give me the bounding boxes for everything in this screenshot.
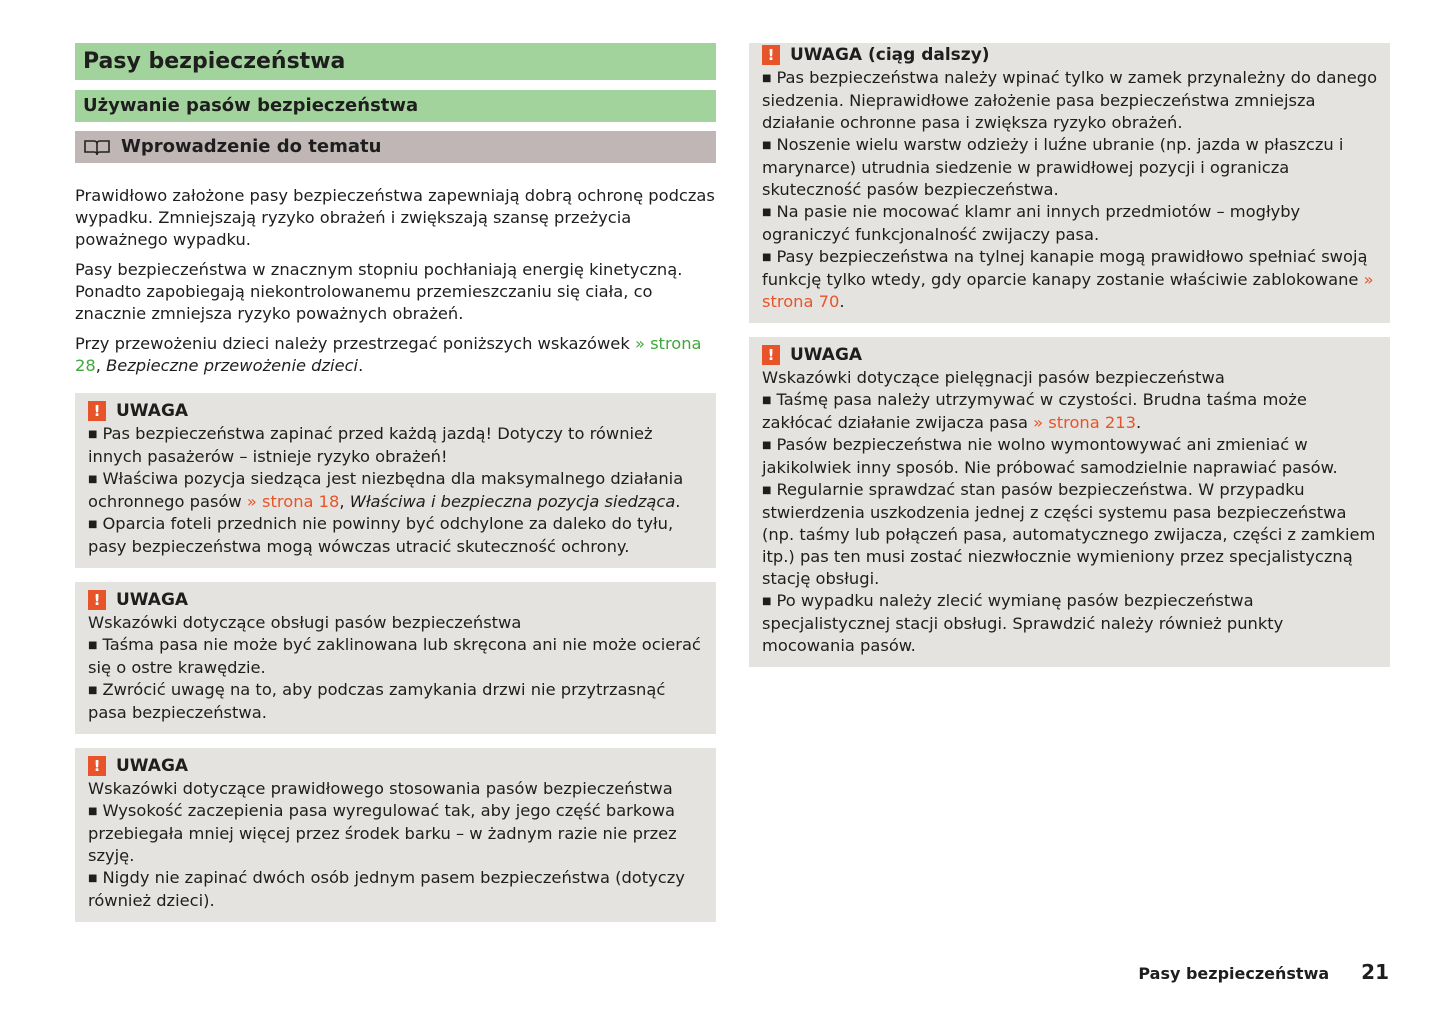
text: . [675, 492, 681, 511]
warning-intro: Wskazówki dotyczące prawidłowego stosowania pasów bezpieczeństwa [88, 779, 673, 798]
intro-paragraph: Prawidłowo założone pasy bezpieczeństwa zapewniają dobrą ochronę podczas wypadku. Zmniejszają ryzyko obrażeń i zwiększają szansę przeżycia poważnego wypadku. [75, 186, 715, 249]
warning-box [749, 337, 1390, 667]
reference-title: Bezpieczne przewożenie dzieci [106, 356, 359, 375]
bullet: ■ Wysokość zaczepienia pasa wyregulować tak, aby jego część barkowa przebiegała mniej więcej przez środek barku – w żadnym razie nie przez szyję. [88, 800, 704, 867]
text: Przy przewożeniu dzieci należy przestrzegać poniższych wskazówek [75, 334, 635, 353]
reference-title: Właściwa i bezpieczna pozycja siedząca [349, 492, 676, 511]
bullet [762, 389, 1378, 434]
page-link[interactable]: » strona 18 [246, 492, 340, 511]
warning-title: UWAGA [116, 756, 189, 776]
bullet: ■ Pas bezpieczeństwa zapinać przed każdą jazdą! Dotyczy to również innych pasażerów – istnieje ryzyko obrażeń! [88, 423, 704, 468]
text: . [1135, 413, 1142, 432]
text: Taśmę pasa należy utrzymywać w czystości. Brudna taśma może zakłócać działanie zwijacza pasa [762, 390, 1307, 432]
bullet: ■ Zwrócić uwagę na to, aby podczas zamykania drzwi nie przytrzasnąć pasa bezpieczeństwa. [88, 679, 704, 724]
footer-section: Pasy bezpieczeństwa [1138, 964, 1330, 983]
bullet: ■ Taśma pasa nie może być zaklinowana lub skręcona ani nie może ocierać się o ostre krawędzie. [88, 634, 704, 679]
text: . [358, 356, 364, 375]
warning-box [75, 748, 716, 922]
bullet: ■ Pasów bezpieczeństwa nie wolno wymontowywać ani zmieniać w jakikolwiek inny sposób. Nie próbować samodzielnie naprawiać pasów. [762, 434, 1378, 479]
warning-box [75, 582, 716, 734]
text: , [339, 492, 350, 511]
intro-paragraph [75, 333, 716, 377]
warning-title: UWAGA [116, 401, 189, 421]
page-number: 21 [1361, 960, 1389, 984]
text: . [839, 292, 845, 311]
warning-box [749, 43, 1390, 323]
right-column [749, 43, 1390, 667]
warning-icon: ! [88, 590, 106, 610]
bullet [88, 468, 704, 513]
warning-intro: Wskazówki dotyczące obsługi pasów bezpieczeństwa [88, 613, 522, 632]
bullet: ■ Nigdy nie zapinać dwóch osób jednym pasem bezpieczeństwa (dotyczy również dzieci). [88, 867, 704, 912]
topic-header [75, 131, 716, 163]
page-link[interactable]: » strona 70 [762, 270, 1374, 311]
left-column [75, 43, 716, 922]
bullet [762, 246, 1378, 313]
bullet: ■ Noszenie wielu warstw odzieży i luźne ubranie (np. jazda w płaszczu i marynarce) utrudnia siedzenie w prawidłowej pozycji i ogranicza skuteczność pasów bezpieczeństwa. [762, 134, 1378, 201]
book-icon [83, 138, 111, 156]
warning-box [75, 393, 716, 568]
warning-intro: Wskazówki dotyczące pielęgnacji pasów bezpieczeństwa [762, 368, 1225, 387]
bullet: ■ Oparcia foteli przednich nie powinny być odchylone za daleko do tyłu, pasy bezpieczeństwa mogą wówczas utracić skuteczność ochrony. [88, 513, 704, 558]
text: Pasy bezpieczeństwa na tylnej kanapie mogą prawidłowo spełniać swoją funkcję tylko wtedy, gdy oparcie kanapy zostanie właściwie zablokowane [762, 247, 1368, 289]
page-link[interactable]: » strona 28 [75, 334, 702, 375]
warning-icon: ! [88, 756, 106, 776]
page-footer [1138, 960, 1389, 984]
topic-title: Wprowadzenie do tematu [121, 136, 382, 157]
bullet: ■ Pas bezpieczeństwa należy wpinać tylko w zamek przynależny do danego siedzenia. Nieprawidłowe założenie pasa bezpieczeństwa zmniejsza działanie ochronne pasa i zwiększa ryzyko obrażeń. [762, 67, 1378, 134]
bullet: ■ Regularnie sprawdzać stan pasów bezpieczeństwa. W przypadku stwierdzenia uszkodzenia jednej z części systemu pasa bezpieczeństwa (np. taśmy lub połączeń pasa, automatycznego zwijacza, części z zamkiem itp.) pas ten musi zostać niezwłocznie wymieniony przez specjalistyczną stację obsługi. [762, 479, 1378, 590]
section-title: Używanie pasów bezpieczeństwa [75, 90, 716, 122]
chapter-title: Pasy bezpieczeństwa [75, 43, 716, 80]
warning-title: UWAGA (ciąg dalszy) [790, 45, 990, 65]
page-link[interactable]: » strona 213 [1033, 413, 1136, 432]
bullet: ■ Na pasie nie mocować klamr ani innych przedmiotów – mogłyby ograniczyć funkcjonalność zwijaczy pasa. [762, 201, 1378, 246]
bullet: ■ Po wypadku należy zlecić wymianę pasów bezpieczeństwa specjalistycznej stacji obsługi. Sprawdzić należy również punkty mocowania pasów. [762, 590, 1378, 657]
text: , [95, 356, 107, 375]
intro-paragraph: Pasy bezpieczeństwa w znacznym stopniu pochłaniają energię kinetyczną. Ponadto zapobiegają niekontrolowanemu przemieszczaniu się ciała, co znacznie zmniejsza ryzyko poważnych obrażeń. [75, 260, 683, 323]
warning-title: UWAGA [790, 345, 863, 365]
warning-icon: ! [88, 401, 106, 421]
warning-icon: ! [762, 345, 780, 365]
warning-icon: ! [762, 45, 780, 65]
text: Właściwa pozycja siedząca jest niezbędna dla maksymalnego działania ochronnego pasów [88, 469, 684, 511]
warning-title: UWAGA [116, 590, 189, 610]
